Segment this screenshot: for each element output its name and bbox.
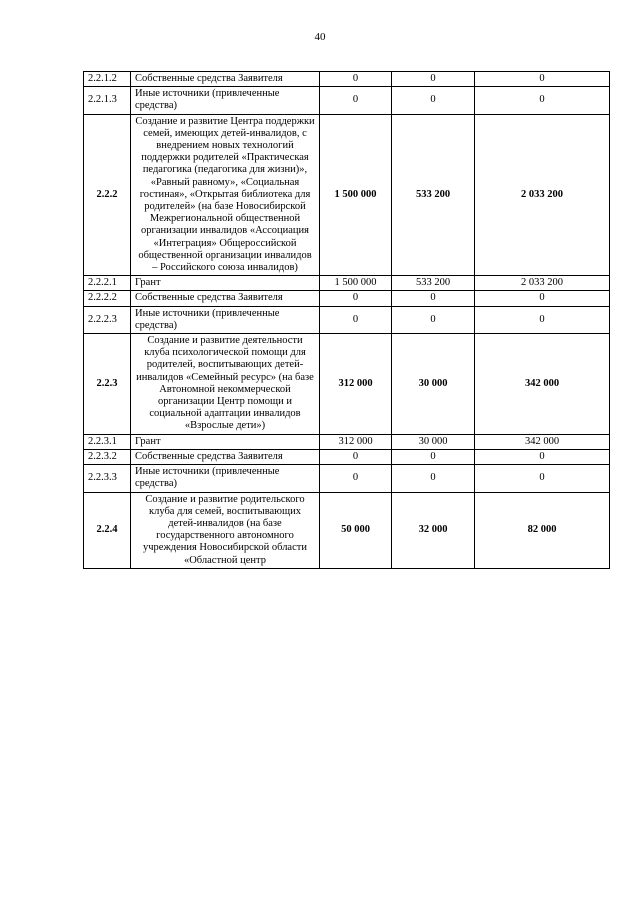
value-col-2: 533 200 xyxy=(392,114,475,276)
row-number: 2.2.3 xyxy=(84,334,131,435)
table-row-subitem xyxy=(84,87,610,114)
value-col-3: 0 xyxy=(475,306,610,333)
value-col-1: 0 xyxy=(320,87,392,114)
value-col-3: 342 000 xyxy=(475,334,610,435)
row-number: 2.2.3.2 xyxy=(84,449,131,464)
row-name: Собственные средства Заявителя xyxy=(131,291,320,306)
budget-table xyxy=(83,71,610,569)
value-col-3: 0 xyxy=(475,449,610,464)
value-col-1: 0 xyxy=(320,306,392,333)
row-number: 2.2.4 xyxy=(84,492,131,568)
row-name: Иные источники (привлеченные средства) xyxy=(131,465,320,492)
table-row-subitem xyxy=(84,306,610,333)
value-col-3: 342 000 xyxy=(475,434,610,449)
table-row-subitem xyxy=(84,291,610,306)
row-number: 2.2.2.1 xyxy=(84,276,131,291)
row-name: Собственные средства Заявителя xyxy=(131,449,320,464)
table-row-item xyxy=(84,114,610,276)
value-col-1: 1 500 000 xyxy=(320,276,392,291)
row-number: 2.2.3.1 xyxy=(84,434,131,449)
value-col-2: 0 xyxy=(392,87,475,114)
value-col-3: 0 xyxy=(475,87,610,114)
table-row-subitem xyxy=(84,434,610,449)
table-row-subitem xyxy=(84,449,610,464)
row-number: 2.2.2.3 xyxy=(84,306,131,333)
value-col-2: 32 000 xyxy=(392,492,475,568)
table-row-subitem xyxy=(84,276,610,291)
row-number: 2.2.1.2 xyxy=(84,72,131,87)
value-col-2: 533 200 xyxy=(392,276,475,291)
row-number: 2.2.1.3 xyxy=(84,87,131,114)
table-row-subitem xyxy=(84,72,610,87)
row-name: Создание и развитие родительского клуба для семей, воспитывающих детей-инвалидов (на базе государственного автономного учреждения Новосибирской области «Областной центр xyxy=(131,492,320,568)
value-col-2: 30 000 xyxy=(392,434,475,449)
value-col-1: 312 000 xyxy=(320,334,392,435)
value-col-2: 0 xyxy=(392,449,475,464)
table-row-item xyxy=(84,492,610,568)
row-number: 2.2.2 xyxy=(84,114,131,276)
value-col-3: 0 xyxy=(475,465,610,492)
value-col-3: 2 033 200 xyxy=(475,276,610,291)
value-col-1: 0 xyxy=(320,465,392,492)
row-number: 2.2.2.2 xyxy=(84,291,131,306)
row-name: Создание и развитие деятельности клуба психологической помощи для родителей, воспитывающих детей-инвалидов «Семейный ресурс» (на базе Автономной некоммерческой организации Центр помощи и социальной адаптации инвалидов «Взрослые дети») xyxy=(131,334,320,435)
value-col-1: 0 xyxy=(320,291,392,306)
row-number: 2.2.3.3 xyxy=(84,465,131,492)
value-col-3: 82 000 xyxy=(475,492,610,568)
value-col-1: 312 000 xyxy=(320,434,392,449)
value-col-2: 0 xyxy=(392,72,475,87)
value-col-2: 0 xyxy=(392,291,475,306)
value-col-1: 1 500 000 xyxy=(320,114,392,276)
table-row-subitem xyxy=(84,465,610,492)
row-name: Иные источники (привлеченные средства) xyxy=(131,87,320,114)
row-name: Грант xyxy=(131,434,320,449)
value-col-2: 30 000 xyxy=(392,334,475,435)
value-col-1: 0 xyxy=(320,449,392,464)
row-name: Грант xyxy=(131,276,320,291)
value-col-3: 0 xyxy=(475,291,610,306)
table-row-item xyxy=(84,334,610,435)
value-col-3: 2 033 200 xyxy=(475,114,610,276)
budget-table-body xyxy=(84,72,610,569)
value-col-2: 0 xyxy=(392,306,475,333)
value-col-2: 0 xyxy=(392,465,475,492)
row-name: Создание и развитие Центра поддержки семей, имеющих детей-инвалидов, с внедрением новых технологий поддержки родителей «Практическая педагогика (педагогика для жизни)», «Равный равному», «Социальная гостиная», «Открытая библиотека для родителей» (на базе Новосибирской Межрегиональной общественной организации инвалидов «Ассоциация «Интеграция» Общероссийской общественной организации инвалидов – Российского союза инвалидов) xyxy=(131,114,320,276)
value-col-3: 0 xyxy=(475,72,610,87)
page-number: 40 xyxy=(314,31,326,43)
row-name: Иные источники (привлеченные средства) xyxy=(131,306,320,333)
row-name: Собственные средства Заявителя xyxy=(131,72,320,87)
value-col-1: 0 xyxy=(320,72,392,87)
value-col-1: 50 000 xyxy=(320,492,392,568)
